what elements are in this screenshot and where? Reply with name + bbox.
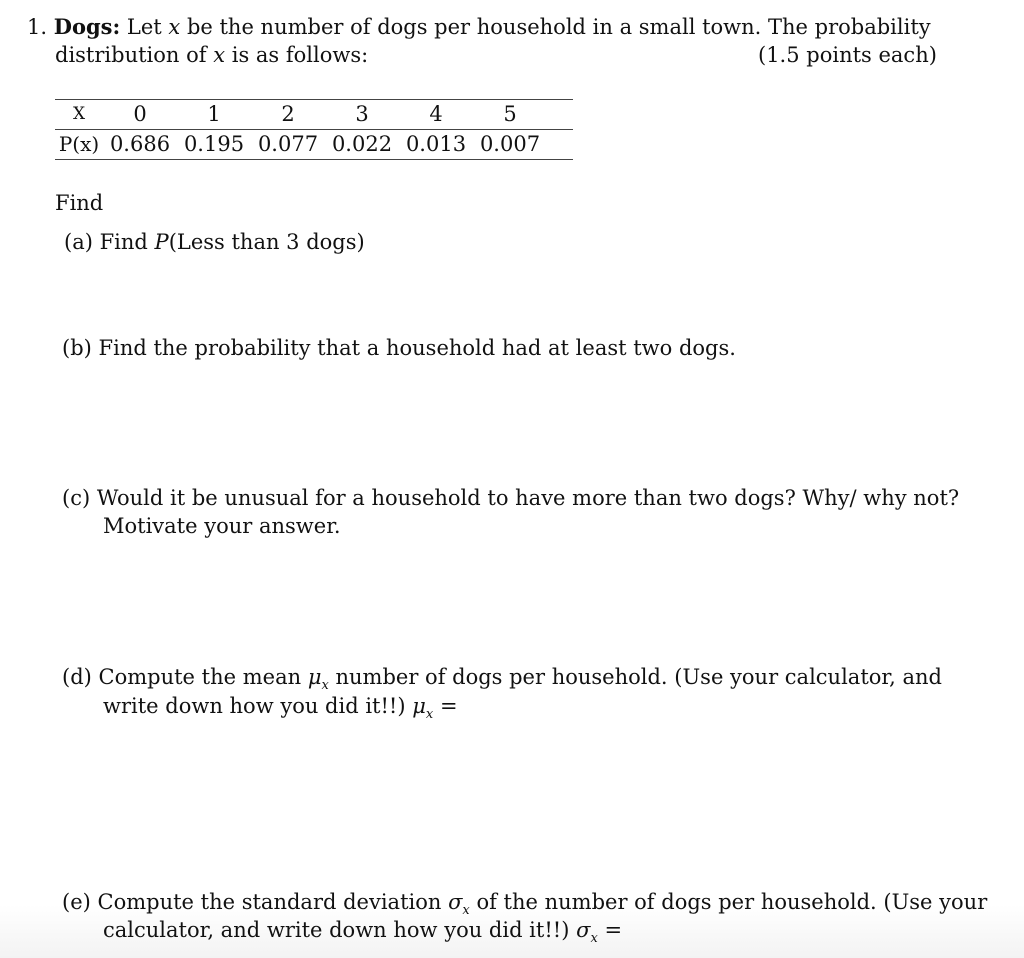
- sigma-symbol-2: $\sigma_x$: [576, 918, 598, 947]
- x-value-cell: 1: [207, 102, 221, 126]
- mu-symbol-2: $\mu_x$: [412, 694, 434, 723]
- x-value-cell: 2: [281, 102, 295, 126]
- prob-value-cell: 0.195: [183, 132, 245, 156]
- part-d-line1-after: number of dogs per household. (Use your calculator, and: [335, 665, 942, 689]
- table-prob-row: [55, 130, 573, 158]
- problem-number: 1.: [27, 15, 48, 39]
- part-e-line1-after: of the number of dogs per household. (Use your: [476, 890, 988, 914]
- var-x: x: [168, 15, 181, 39]
- intro-text-a: Let: [126, 15, 162, 39]
- part-a-math-p: P: [154, 230, 169, 254]
- part-d-label: (d): [62, 665, 92, 689]
- part-b-label: (b): [62, 336, 92, 360]
- x-value-cell: 3: [355, 102, 369, 126]
- prob-value-cell: 0.077: [257, 132, 319, 156]
- part-a: [64, 228, 365, 256]
- prob-value-cell: 0.686: [109, 132, 171, 156]
- part-c-line1: Would it be unusual for a household to have more than two dogs? Why/ why not?: [96, 486, 960, 510]
- part-e-label: (e): [62, 890, 91, 914]
- part-a-text-before: Find: [99, 230, 148, 254]
- table-bottom-rule: [55, 159, 573, 160]
- intro-line2-text-b: is as follows:: [231, 43, 369, 67]
- part-a-label: (a): [64, 230, 93, 254]
- part-c-label: (c): [62, 486, 91, 510]
- x-value-cell: 5: [503, 102, 517, 126]
- part-c: [62, 484, 959, 512]
- prob-row-label: P(x): [58, 132, 100, 156]
- part-b: [62, 334, 736, 362]
- problem-intro-line1: [27, 13, 931, 41]
- part-e-line2-text: calculator, and write down how you did it!!): [103, 918, 570, 942]
- points-note: (1.5 points each): [758, 43, 937, 67]
- part-c-line2: Motivate your answer.: [103, 514, 341, 538]
- part-a-text-after: (Less than 3 dogs): [168, 230, 365, 254]
- prob-value-cell: 0.007: [479, 132, 541, 156]
- intro-text-b: be the number of dogs per household in a small town. The probability: [186, 15, 931, 39]
- equals-sign-2: =: [604, 918, 623, 942]
- part-e-line2: [103, 916, 622, 953]
- problem-title: Dogs:: [53, 14, 121, 39]
- part-b-text: Find the probability that a household had at least two dogs.: [98, 336, 736, 360]
- problem-intro-line2: [55, 41, 368, 69]
- find-label: Find: [55, 191, 104, 215]
- x-value-cell: 0: [133, 102, 147, 126]
- prob-value-cell: 0.022: [331, 132, 393, 156]
- prob-value-cell: 0.013: [405, 132, 467, 156]
- var-x-2: x: [213, 43, 226, 67]
- x-value-cell: 4: [429, 102, 443, 126]
- table-header-row: [55, 100, 573, 128]
- x-header-label: X: [72, 104, 86, 124]
- part-d-line2: [103, 692, 458, 729]
- sigma-symbol: $\sigma_x$: [448, 890, 470, 919]
- part-d-line2-text: write down how you did it!!): [103, 694, 406, 718]
- intro-line2-text-a: distribution of: [55, 43, 207, 67]
- distribution-table: [55, 99, 573, 161]
- equals-sign: =: [439, 694, 458, 718]
- mu-symbol: $\mu_x$: [307, 665, 329, 694]
- part-d-line1-before: Compute the mean: [98, 665, 302, 689]
- part-e-line1-before: Compute the standard deviation: [97, 890, 442, 914]
